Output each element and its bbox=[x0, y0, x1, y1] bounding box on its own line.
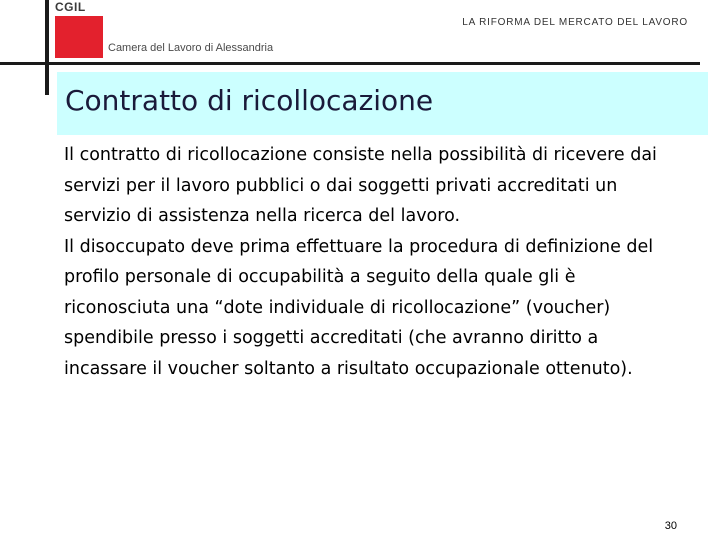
page-number: 30 bbox=[664, 520, 677, 532]
logo-text: CGIL bbox=[55, 0, 86, 14]
logo-red-block bbox=[55, 16, 103, 58]
cgil-logo bbox=[55, 0, 103, 58]
header-title: LA RIFORMA DEL MERCATO DEL LAVORO bbox=[462, 17, 688, 28]
paragraph-2: Il disoccupato deve prima effettuare la procedura di definizione del profilo personale di occupabilità a seguito della quale gli è riconosciuta una “dote individuale di ricollocazione” (voucher) spendibile presso i soggetti accreditati (che avranno diritto a incassare il voucher soltanto a risultato occupazionale ottenuto). bbox=[64, 236, 654, 379]
vertical-rule bbox=[45, 0, 49, 95]
organization-name: Camera del Lavoro di Alessandria bbox=[108, 42, 274, 54]
slide-title: Contratto di ricollocazione bbox=[65, 84, 434, 117]
paragraph-1: Il contratto di ricollocazione consiste nella possibilità di ricevere dai servizi per il lavoro pubblici o dai soggetti privati accreditati un servizio di assistenza nella ricerca del lavoro. bbox=[64, 145, 657, 226]
title-band bbox=[57, 72, 708, 135]
horizontal-rule bbox=[0, 62, 700, 65]
slide-body bbox=[64, 140, 674, 384]
